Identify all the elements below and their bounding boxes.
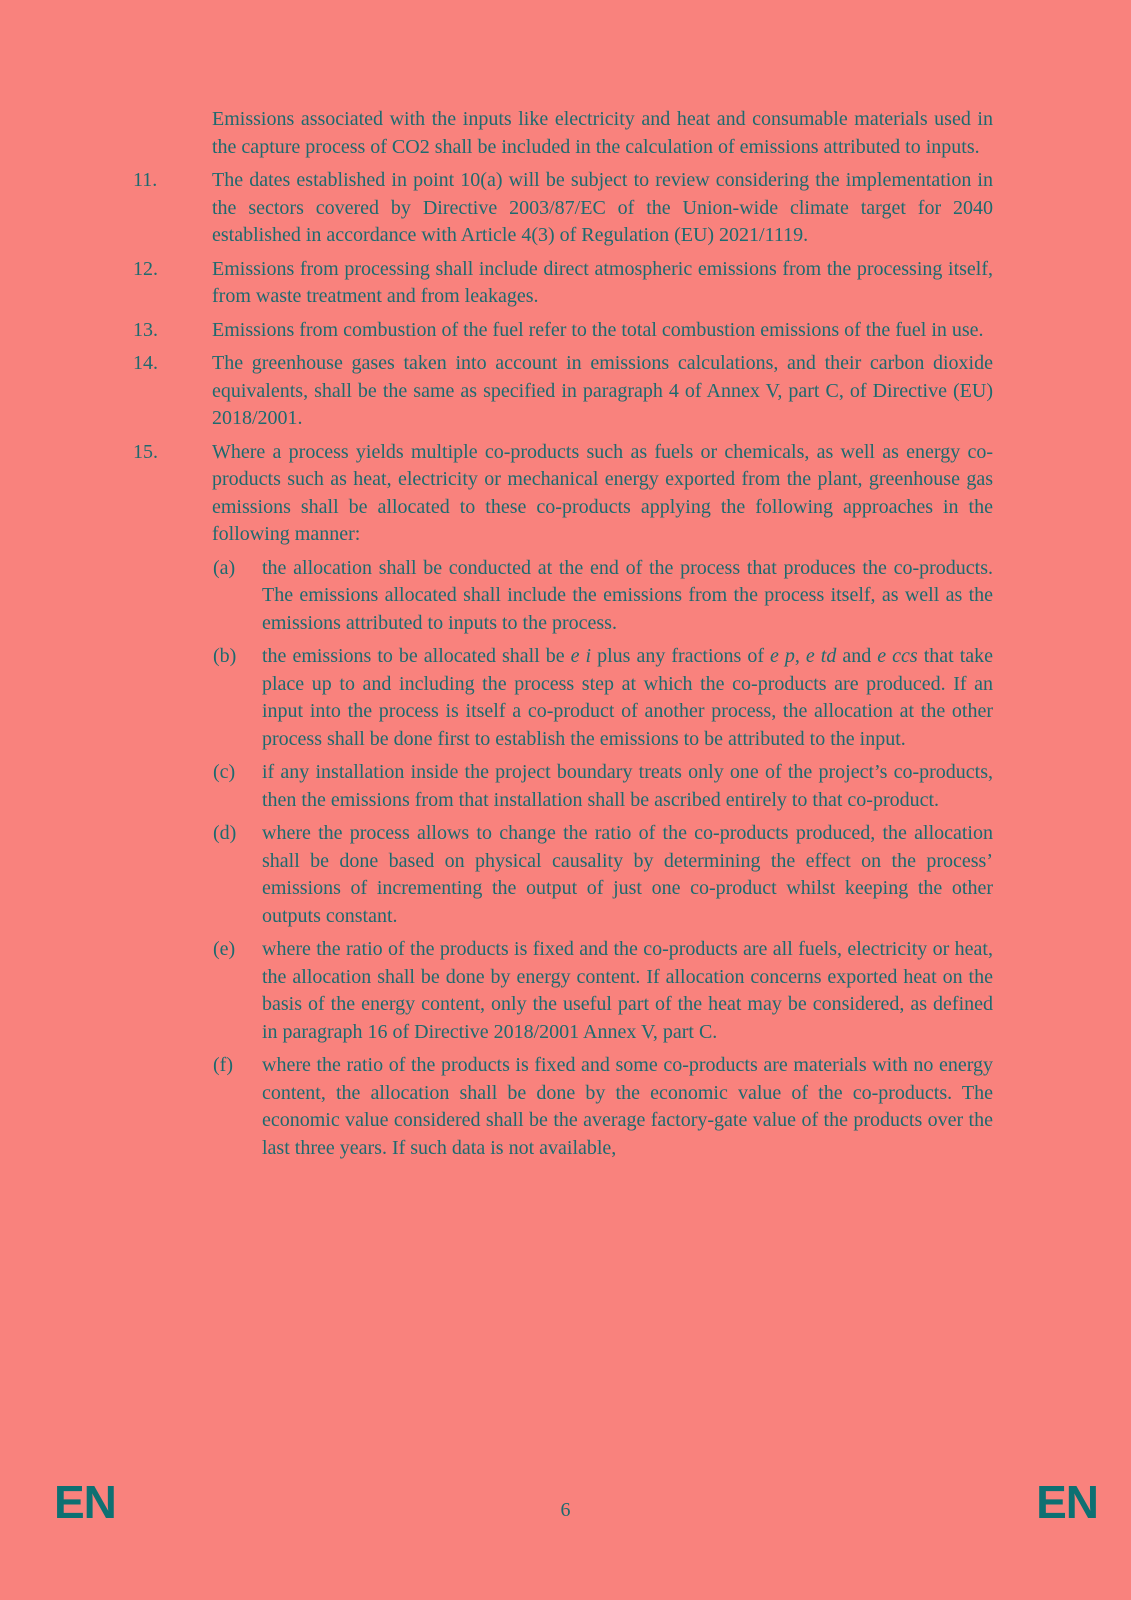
item-number: 15. xyxy=(133,440,158,463)
item-text: where the ratio of the products is fixed and the co-products are all fuels, electricity or heat, the allocation shall be done by energy content. If allocation concerns exported heat on the basis of the energy content, only the useful part of the heat may be considered, as defined in paragraph 16 of Directive 2018/2001 Annex V, part C. xyxy=(262,938,993,1043)
intro-paragraph: Emissions associated with the inputs like electricity and heat and consumable materials used in the capture process of CO2 shall be included in the calculation of emissions attributed to inputs. xyxy=(212,108,993,158)
item-text: if any installation inside the project boundary treats only one of the project’s co-products, then the emissions from that installation shall be ascribed entirely to that co-product. xyxy=(262,761,993,811)
numbered-item-12 xyxy=(133,256,993,311)
item-text: Where a process yields multiple co-products such as fuels or chemicals, as well as energy co-products such as heat, electricity or mechanical energy exported from the plant, greenhouse gas emissions shall be allocated to these co-products applying the following approaches in the following manner: xyxy=(212,440,993,545)
item-letter: (c) xyxy=(213,761,236,783)
item-text: Emissions from processing shall include direct atmospheric emissions from the processing itself, from waste treatment and from leakages. xyxy=(212,257,993,307)
variable-e-i: e i xyxy=(570,645,592,667)
lettered-item-e xyxy=(213,936,993,1046)
footer-language-code-left: EN xyxy=(54,1476,116,1528)
variable-e-td: e td xyxy=(805,645,837,667)
text-segment: plus any fractions of xyxy=(591,645,770,667)
text-segment: the emissions to be allocated shall be xyxy=(262,645,571,667)
text-segment: and xyxy=(836,645,878,667)
item-number: 14. xyxy=(133,352,158,374)
numbered-item-14 xyxy=(133,350,993,433)
item-text: Emissions from combustion of the fuel refer to the total combustion emissions of the fuel in use. xyxy=(212,318,984,341)
footer-language-code-right: EN xyxy=(1036,1476,1098,1528)
lettered-item-b xyxy=(213,643,993,753)
item-text: where the process allows to change the ratio of the co-products produced, the allocation shall be done based on physical causality by determining the effect on the process’ emissions of incrementing the output of just one co-product whilst keeping the other outputs constant. xyxy=(262,822,993,927)
item-letter: (a) xyxy=(213,556,236,579)
lettered-item-c xyxy=(213,759,993,814)
item-letter: (b) xyxy=(213,645,237,667)
numbered-item-15 xyxy=(133,439,993,549)
text-segment: , xyxy=(794,645,806,667)
page-number: 6 xyxy=(560,1499,571,1521)
text-segment: that take place up to and including the process step at which the co-products are produced. If an input into the process is itself a co-product of another process, the allocation at the other process shall be done first to establish the emissions to be attributed to the input. xyxy=(262,645,994,750)
lettered-item-f xyxy=(213,1052,993,1162)
item-text: where the ratio of the products is fixed and some co-products are materials with no energy content, the allocation shall be done by the economic value of the co-products. The economic value considered shall be the average factory-gate value of the products over the last three years. If such data is not available, xyxy=(262,1054,993,1159)
item-letter: (d) xyxy=(213,822,237,844)
item-text xyxy=(262,643,993,753)
item-letter: (e) xyxy=(213,938,236,960)
numbered-item-11 xyxy=(133,167,993,250)
item-number: 11. xyxy=(133,169,158,191)
item-text: the allocation shall be conducted at the end of the process that produces the co-products. The emissions allocated shall include the emissions from the process itself, as well as the emissions attributed to inputs to the process. xyxy=(262,556,993,634)
item-letter: (f) xyxy=(213,1054,233,1076)
lettered-item-a xyxy=(213,555,993,638)
item-text: The dates established in point 10(a) will be subject to review considering the implementation in the sectors covered by Directive 2003/87/EC of the Union-wide climate target for 2040 established in accordance with Article 4(3) of Regulation (EU) 2021/1119. xyxy=(212,169,993,246)
lettered-item-d xyxy=(213,820,993,930)
numbered-item-13 xyxy=(133,317,993,345)
document-body xyxy=(133,106,993,1168)
variable-e-ccs: e ccs xyxy=(877,645,918,667)
item-number: 13. xyxy=(133,318,158,341)
item-text: The greenhouse gases taken into account in emissions calculations, and their carbon dioxide equivalents, shall be the same as specified in paragraph 4 of Annex V, part C, of Directive (EU) 2018/2001. xyxy=(212,352,993,429)
item-number: 12. xyxy=(133,257,158,280)
variable-e-p: e p xyxy=(770,645,795,667)
